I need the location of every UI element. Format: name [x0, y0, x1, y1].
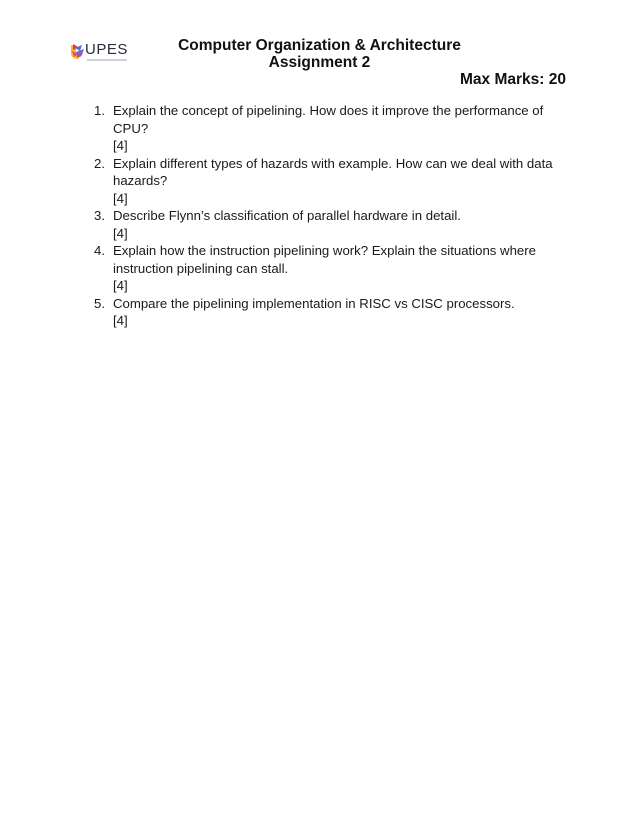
- assignment-title: Assignment 2: [268, 54, 371, 71]
- question-item: [94, 242, 574, 295]
- question-text: Compare the pipelining implementation in RISC vs CISC processors.: [113, 295, 515, 311]
- question-number: 1.: [94, 103, 105, 118]
- question-number: 2.: [94, 155, 105, 171]
- question-list: [94, 102, 574, 330]
- question-marks: [4]: [113, 138, 128, 153]
- course-title: Computer Organization & Architecture: [178, 37, 461, 54]
- question-text: Explain the concept of pipelining. How does it improve the performance of CPU?: [113, 103, 544, 136]
- question-marks: [4]: [113, 190, 128, 206]
- question-text: Explain different types of hazards with example. How can we deal with data hazards?: [113, 155, 553, 188]
- question-item: [94, 102, 574, 155]
- question-text: Describe Flynn’s classification of parallel hardware in detail.: [113, 208, 461, 223]
- question-number: 5.: [94, 295, 105, 311]
- question-number: 4.: [94, 243, 105, 258]
- question-marks: [4]: [113, 278, 128, 293]
- question-text: Explain how the instruction pipelining work? Explain the situations where instruction pipelining can stall.: [113, 243, 536, 276]
- max-marks: Max Marks: 20: [460, 71, 566, 88]
- document-header: [0, 37, 635, 71]
- question-item: [94, 207, 574, 242]
- logo-text: UPES: [85, 41, 128, 58]
- question-marks: [4]: [113, 225, 128, 241]
- question-item: [94, 155, 574, 208]
- question-number: 3.: [94, 208, 105, 223]
- question-item: [94, 295, 574, 330]
- question-marks: [4]: [113, 313, 128, 328]
